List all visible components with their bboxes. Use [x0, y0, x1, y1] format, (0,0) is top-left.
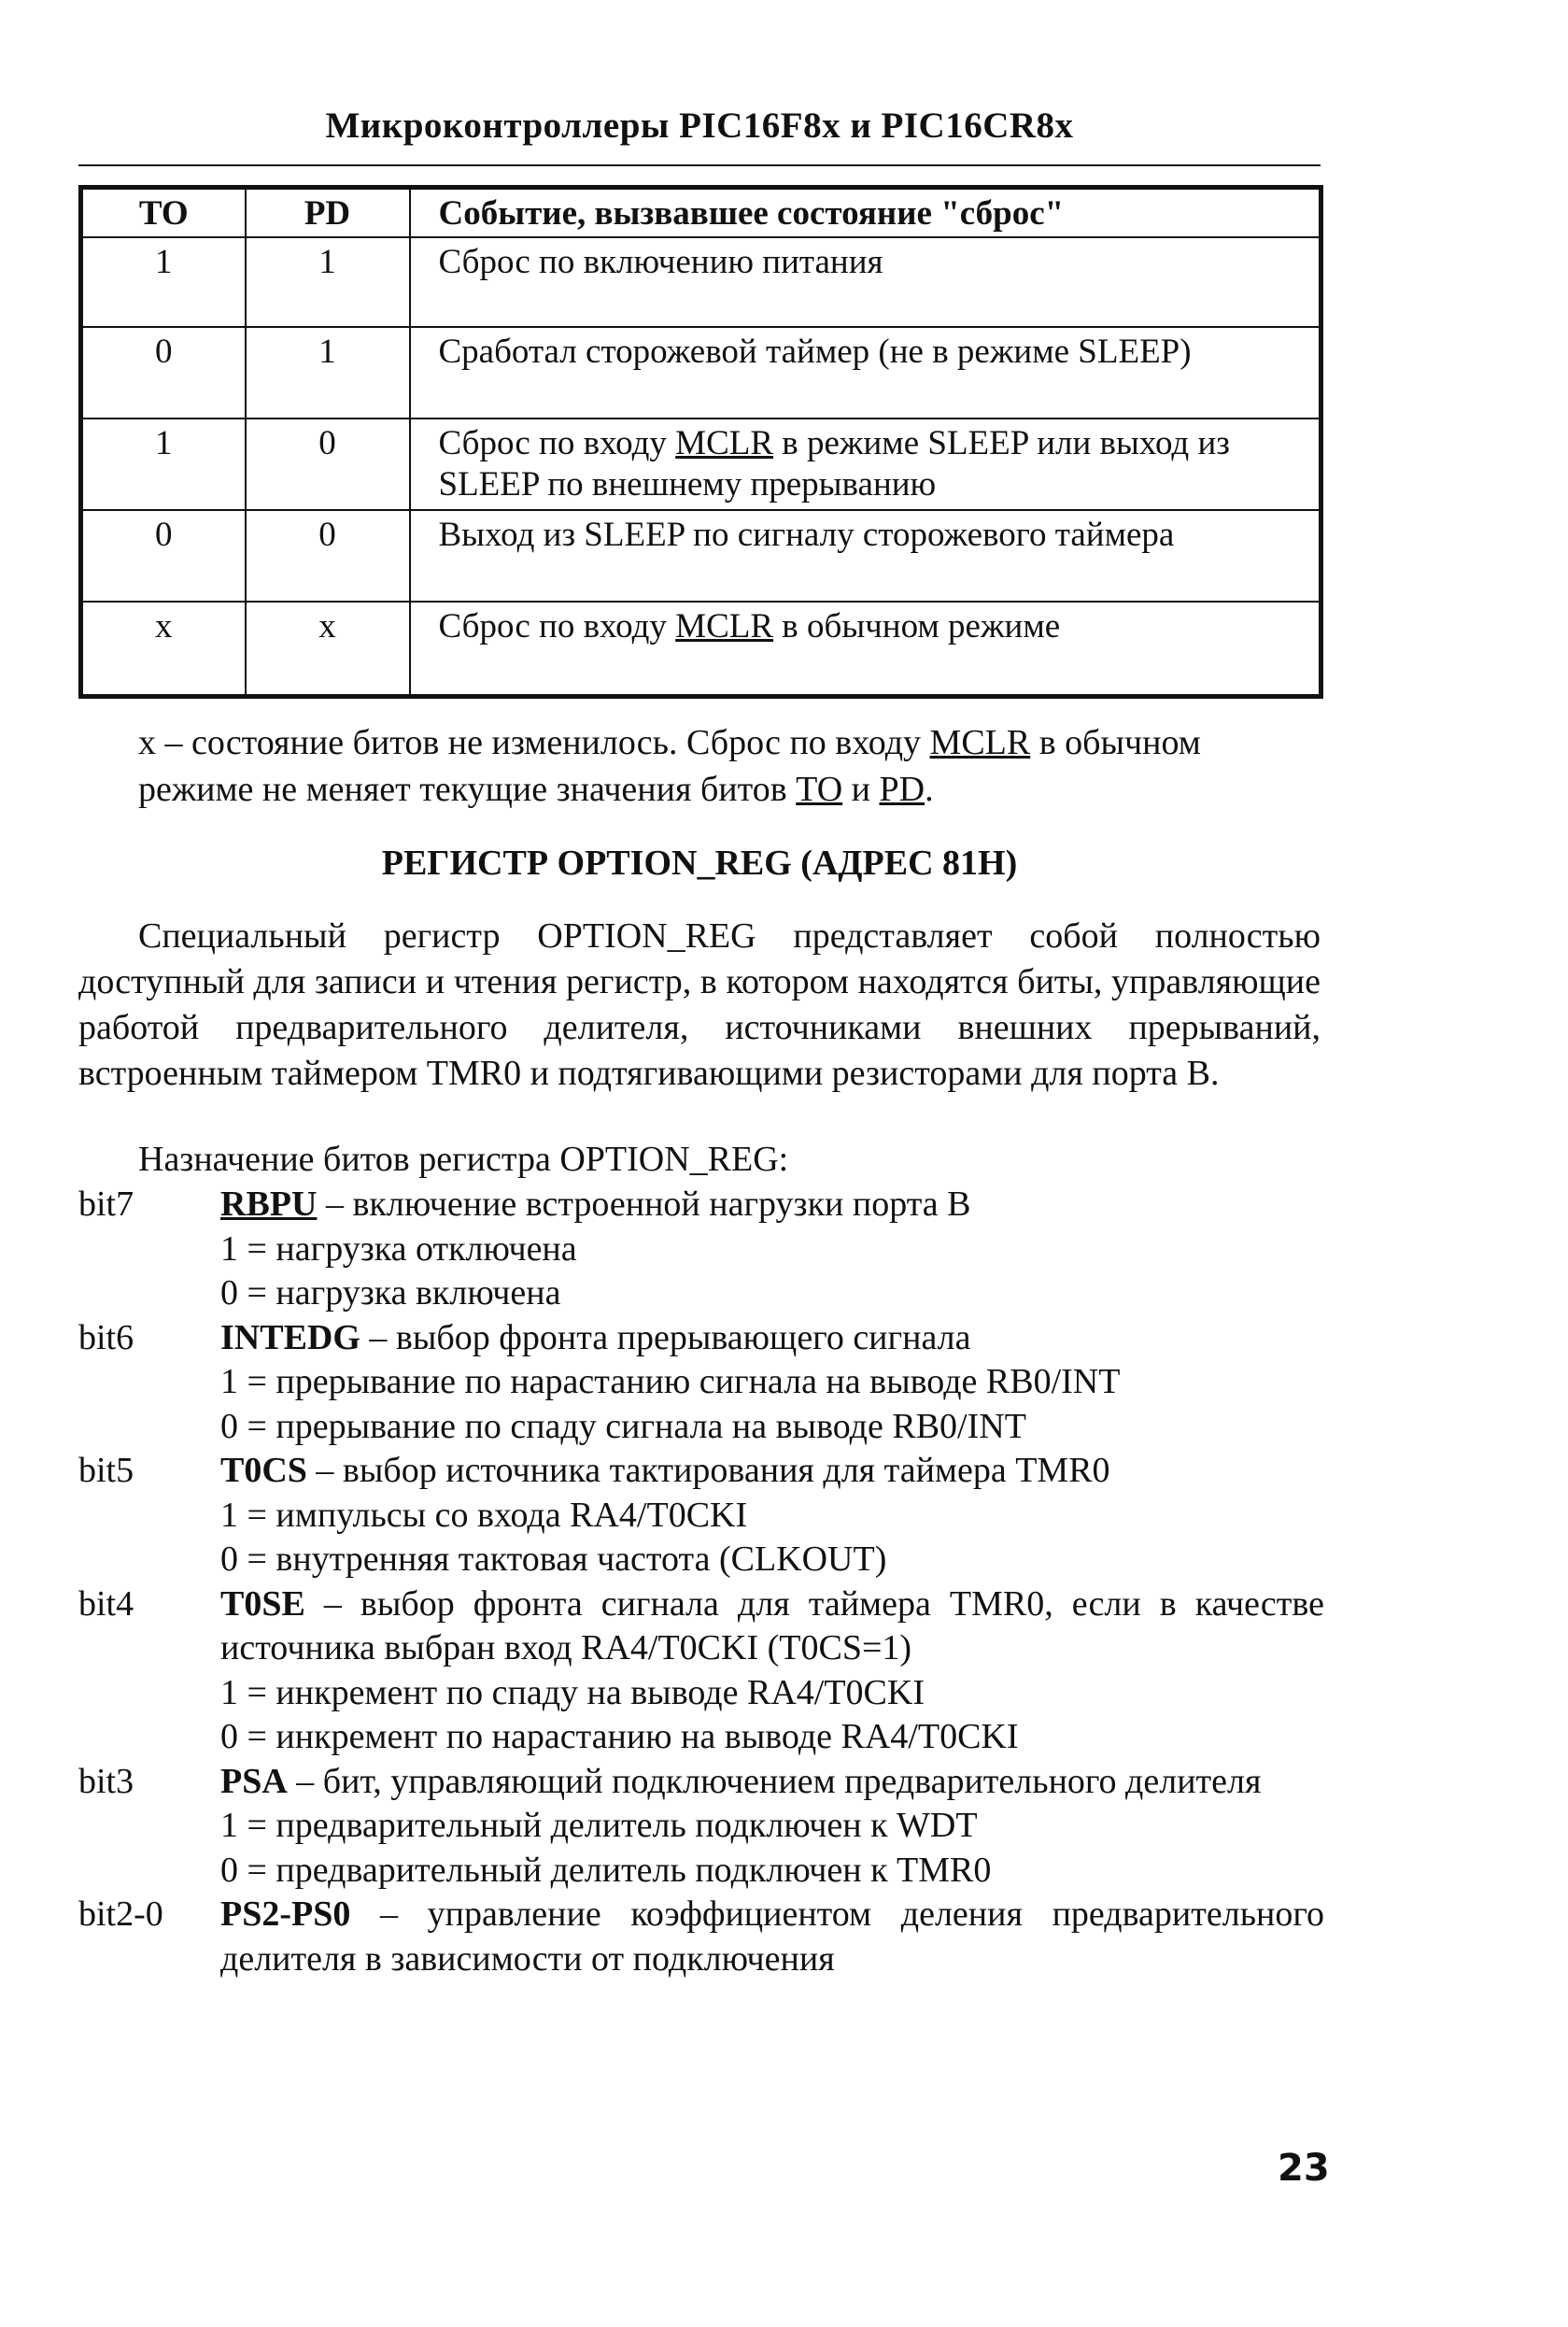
bit-id: bit4 — [78, 1583, 134, 1624]
event-text: в режиме SLEEP или выход из SLEEP по внешнему прерыванию — [438, 424, 1230, 504]
bit-id: bit6 — [78, 1317, 134, 1357]
cell-to: 1 — [81, 419, 246, 510]
bit-name: INTEDG — [220, 1317, 360, 1357]
event-text: Сброс по входу — [438, 424, 676, 462]
bit-id: bit5 — [78, 1451, 134, 1490]
mclr-signal: MCLR — [929, 723, 1031, 762]
bit-value: 0 = прерывание по спаду сигнала на выводе RB0/INT — [220, 1406, 1026, 1446]
col-header-event: Событие, вызвавшее состояние "сброс" — [410, 188, 1321, 238]
cell-event — [410, 419, 1321, 510]
event-text: Выход из SLEEP по сигналу сторожевого таймера — [438, 516, 1175, 554]
bit-description — [220, 1760, 1324, 1805]
cell-event — [410, 237, 1321, 327]
table-row — [81, 602, 1321, 697]
bits-intro: Назначение битов регистра OPTION_REG: — [138, 1140, 789, 1179]
intro-paragraph: Специальный регистр OPTION_REG представляет собой полностью доступный для записи и чтения регистр, в котором находятся биты, управляющие работой предварительного делителя, источниками внешних прерываний, встроенным таймером TMR0 и подтягивающими резисторами для порта B. — [78, 916, 1321, 1093]
bit-entry — [78, 1449, 1324, 1582]
bit-body — [220, 1893, 1324, 1981]
to-bit: TO — [796, 770, 843, 809]
bit-value: 1 = нагрузка отключена — [220, 1228, 577, 1269]
cell-pd: 1 — [246, 327, 410, 419]
bit-value: 0 = предварительный делитель подключен к TMR0 — [220, 1850, 992, 1890]
bit-entry — [78, 1760, 1324, 1894]
bit-entry — [78, 1893, 1324, 1981]
cell-pd: x — [246, 602, 410, 697]
bit-value: 1 = инкремент по спаду на выводе RA4/T0CKI — [220, 1672, 925, 1712]
page-number: 23 — [1278, 2147, 1330, 2190]
section-title: РЕГИСТР OPTION_REG (АДРЕС 81H) — [381, 844, 1018, 883]
cell-pd: 1 — [246, 237, 410, 327]
bit-id: bit7 — [78, 1185, 134, 1224]
bit-entry — [78, 1183, 1324, 1316]
table-note — [138, 719, 1315, 813]
bit-name: T0CS — [220, 1451, 307, 1490]
bit-desc-text: – выбор источника тактирования для таймера TMR0 — [306, 1451, 1110, 1490]
event-text: Сброс по входу — [438, 607, 676, 646]
bit-id: bit3 — [78, 1761, 134, 1801]
cell-to: 1 — [81, 237, 246, 327]
cell-event — [410, 602, 1321, 697]
bit-entry — [78, 1316, 1324, 1450]
event-text: в обычном режиме — [773, 607, 1061, 646]
bit-description — [220, 1582, 1324, 1671]
mclr-signal: MCLR — [675, 607, 774, 646]
note-text: и — [842, 770, 880, 809]
bit-value: 1 = импульсы со входа RA4/T0CKI — [220, 1495, 748, 1535]
bit-name: PSA — [220, 1761, 288, 1801]
bit-value: 0 = внутренняя тактовая частота (CLKOUT) — [220, 1540, 887, 1579]
running-head: Микроконтроллеры PIC16F8x и PIC16CR8x — [325, 106, 1074, 146]
note-text: в обычном режиме не меняет текущие значения битов — [138, 723, 1201, 809]
cell-to: 0 — [81, 510, 246, 602]
bit-entry — [78, 1582, 1324, 1760]
col-header-pd: PD — [246, 188, 410, 238]
bit-desc-text: – бит, управляющий подключением предварительного делителя — [287, 1761, 1262, 1801]
cell-pd: 0 — [246, 510, 410, 602]
bit-desc-text: – управление коэффициентом деления предварительного делителя в зависимости от подключения — [220, 1894, 1324, 1979]
bit-value: 1 = предварительный делитель подключен к WDT — [220, 1806, 978, 1845]
col-header-to: TO — [81, 188, 246, 238]
table-header-row — [81, 188, 1321, 238]
cell-event — [410, 327, 1321, 419]
bit-description — [220, 1316, 1324, 1361]
pd-bit: PD — [879, 770, 925, 809]
note-text: . — [925, 770, 934, 809]
event-text: Сработал сторожевой таймер (не в режиме SLEEP) — [438, 333, 1192, 371]
bit-name: T0SE — [220, 1583, 305, 1624]
bit-id: bit2-0 — [78, 1894, 163, 1934]
mclr-signal: MCLR — [675, 424, 774, 462]
cell-to: x — [81, 602, 246, 697]
bit-body — [220, 1582, 1324, 1760]
bit-body — [220, 1316, 1324, 1450]
bit-body — [220, 1183, 1324, 1316]
bit-description — [220, 1893, 1324, 1981]
table-row — [81, 419, 1321, 510]
bit-description — [220, 1449, 1324, 1494]
bit-name: PS2-PS0 — [220, 1894, 351, 1934]
bit-value: 1 = прерывание по нарастанию сигнала на выводе RB0/INT — [220, 1362, 1121, 1401]
bit-description — [220, 1183, 1324, 1227]
bit-desc-text: – выбор фронта прерывающего сигнала — [360, 1317, 971, 1357]
cell-pd: 0 — [246, 419, 410, 510]
bit-value: 0 = нагрузка включена — [220, 1273, 561, 1312]
note-text: x – состояние битов не изменилось. Сброс по входу — [138, 723, 930, 762]
bit-value: 0 = инкремент по нарастанию на выводе RA4/T0CKI — [220, 1717, 1019, 1756]
bit-body — [220, 1760, 1324, 1894]
header-rule — [78, 164, 1321, 166]
table-row — [81, 237, 1321, 327]
event-text: Сброс по включению питания — [438, 243, 883, 281]
bit-list — [78, 1183, 1324, 1981]
table-row — [81, 327, 1321, 419]
reset-status-table — [78, 185, 1323, 699]
bit-desc-text: – включение встроенной нагрузки порта B — [317, 1185, 971, 1224]
bit-name: RBPU — [220, 1185, 318, 1224]
bit-body — [220, 1449, 1324, 1582]
cell-event — [410, 510, 1321, 602]
table-row — [81, 510, 1321, 602]
cell-to: 0 — [81, 327, 246, 419]
bit-desc-text: – выбор фронта сигнала для таймера TMR0, если в качестве источника выбран вход RA4/T0CKI (T0CS=1) — [220, 1583, 1324, 1667]
